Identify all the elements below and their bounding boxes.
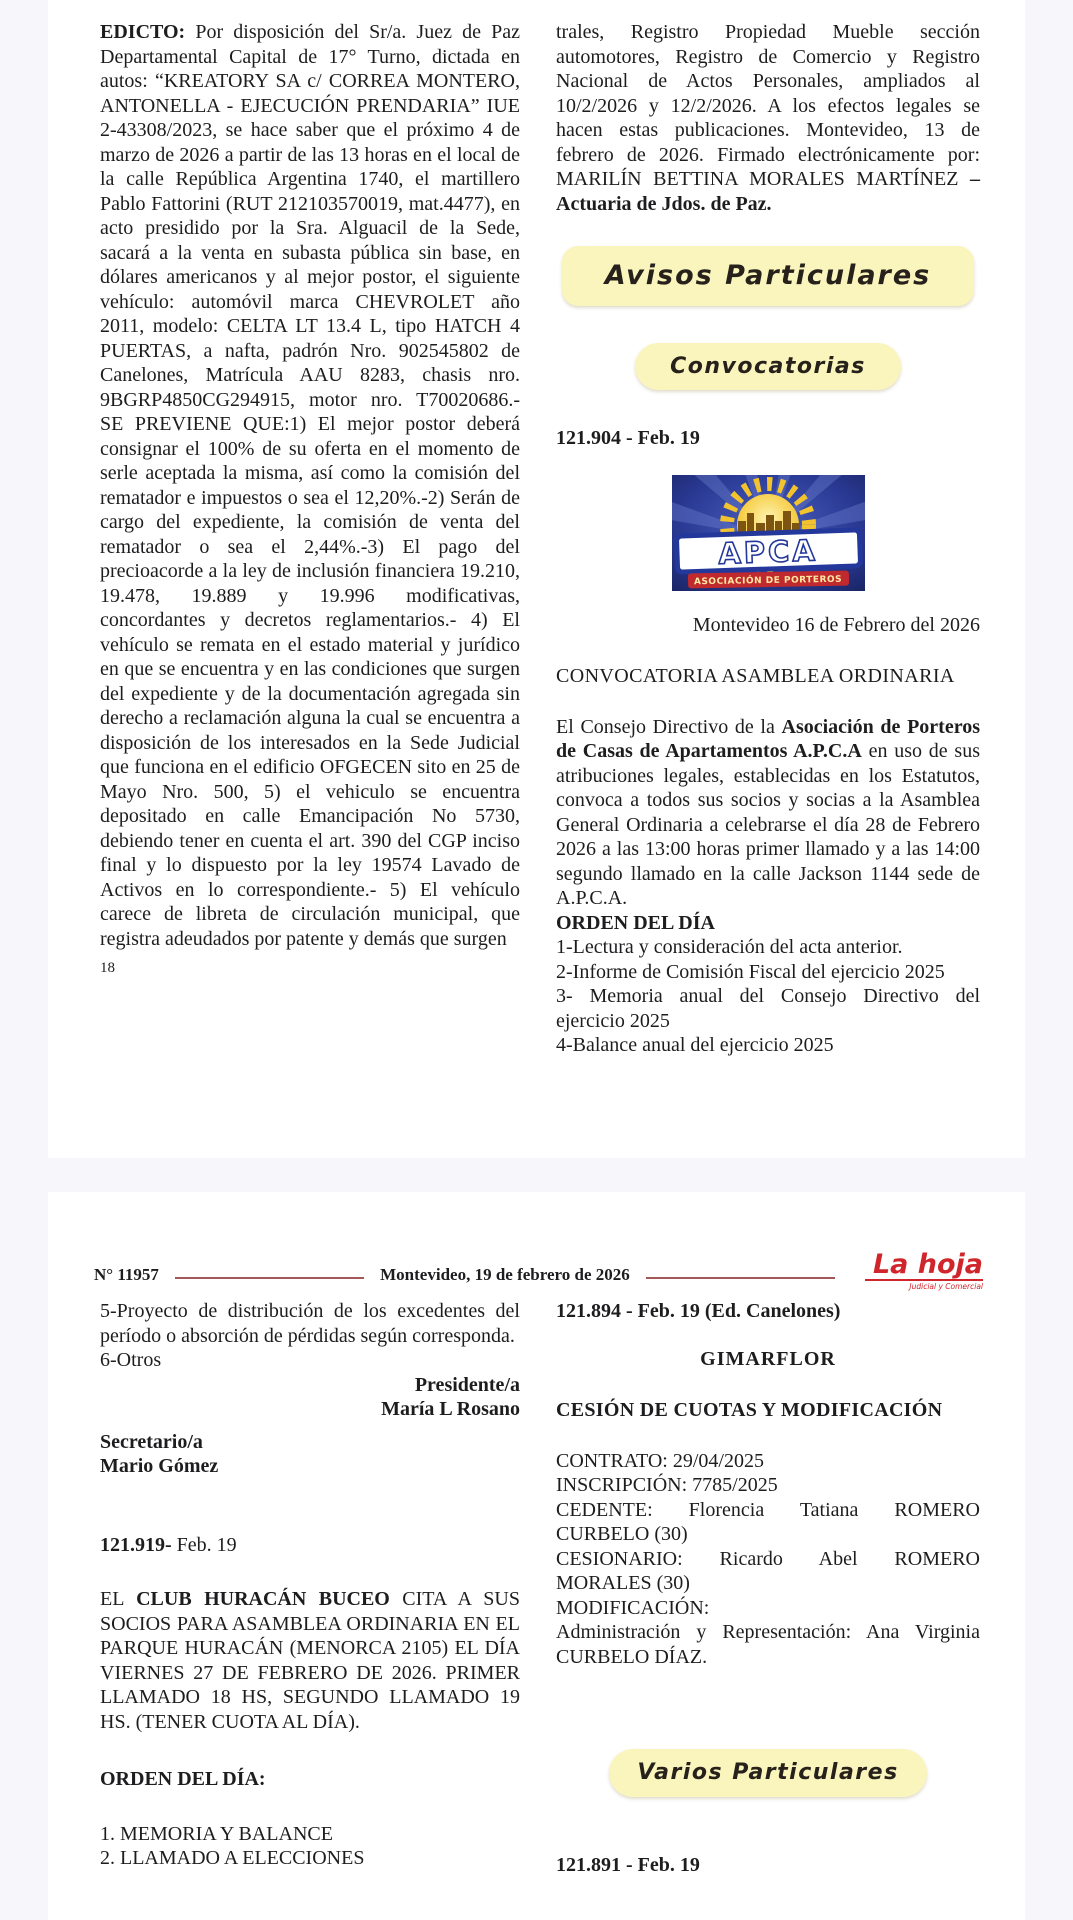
convocatoria-pre: El Consejo Directivo de la bbox=[556, 715, 782, 738]
huracan-club-name: CLUB HURACÁN BUCEO bbox=[136, 1588, 390, 1610]
detail-line: MODIFICACIÓN: bbox=[556, 1596, 710, 1619]
lahoja-logo-text: La hoja bbox=[872, 1249, 984, 1280]
orden-del-dia-heading-2: ORDEN DEL DÍA: bbox=[100, 1768, 266, 1790]
detail-line: CESIONARIO: Ricardo Abel ROMERO MORALES (30) bbox=[556, 1547, 980, 1594]
convocatoria-paragraph bbox=[556, 715, 980, 911]
notice-ref-121891: 121.891 - Feb. 19 bbox=[556, 1854, 700, 1876]
huracan-paragraph bbox=[100, 1587, 520, 1734]
notice-ref-121894: 121.894 - Feb. 19 (Ed. Canelones) bbox=[556, 1300, 841, 1322]
detail-line: Administración y Representación: Ana Virginia CURBELO DÍAZ. bbox=[556, 1621, 980, 1668]
page-number: 18 bbox=[100, 960, 115, 976]
orden-item-6: 6-Otros bbox=[100, 1349, 162, 1371]
president-signature-block bbox=[100, 1373, 520, 1422]
president-role: Presidente/a bbox=[414, 1373, 520, 1396]
masthead-rule-left bbox=[175, 1277, 364, 1279]
page1-left-column bbox=[100, 20, 520, 1058]
section-badge-avisos-particulares: Avisos Particulares bbox=[562, 246, 974, 306]
notice-ref-121919-number: 121.919- bbox=[100, 1533, 172, 1556]
detail-line: CEDENTE: Florencia Tatiana ROMERO CURBELO (30) bbox=[556, 1498, 980, 1545]
detail-line: CONTRATO: 29/04/2025 bbox=[556, 1449, 764, 1472]
apca-banner bbox=[676, 529, 860, 571]
page1-columns bbox=[48, 20, 1025, 1058]
continuation-signature: – Actuaria de Jdos. de Paz. bbox=[556, 168, 980, 215]
huracan-pre: EL bbox=[100, 1588, 137, 1610]
apca-logo-image bbox=[672, 475, 865, 591]
notice-ref-121919 bbox=[100, 1533, 520, 1558]
issue-number: N° 11957 bbox=[94, 1265, 159, 1284]
apca-logo-svg bbox=[672, 475, 865, 591]
convocatoria-title: CONVOCATORIA ASAMBLEA ORDINARIA bbox=[556, 665, 955, 687]
masthead-dateline: Montevideo, 19 de febrero de 2026 bbox=[380, 1265, 630, 1284]
edicto-body: Por disposición del Sr/a. Juez de Paz Departamental Capital de 17° Turno, dictada en autos: “KREATORY SA c/ CORREA MONTERO, ANTONELLA - EJECUCIÓN PRENDARIA” IUE 2-43308/2023, se hace saber que el próximo 4 de marzo de 2026 a partir de las 13 horas en el local de la calle República Argentina 1740, el martillero Pablo Fattorini (RUT 212103570019, mat.4477), en acto presidido por la Sra. Alguacil de la Sede, sacará a la venta en subasta pública sin base, en dólares americanos y al mejor postor, el siguiente vehículo: automóvil marca CHEVROLET año 2011, modelo: CELTA LT 13.4 L, tipo HATCH 4 PUERTAS, a nafta, padrón Nro. 902545802 de Canelones, Matrícula AAU 8283, chasis nro. 9BGRP4850CG294915, motor nro. T70020686.- SE PREVIENE QUE:1) El mejor postor deberá consignar el 100% de su oferta en el momento de serle aceptada la misma, así como la comisión del rematador e impuestos o sea el 12,20%.-2) Serán de cargo del expediente, la comisión de venta del rematador o sea el 2,44%.-3) El pago del precioacorde a la ley de inclusión financiera 19.210, 19.478, 19.889 y 19.996 modificativas, concordantes y decretos reglamentarios.- 4) El vehículo se remata en el estado material y jurídico en que se encuentra y en las condiciones que surgen del expediente y de la documentación agregada sin derecho a reclamación alguna la cual se encuentra a disposición de los interesados en la Sede Judicial que funciona en el edificio OFGECEN sito en 25 de Mayo Nro. 500, 5) el vehiculo se encuentra depositado en calle Emancipación No 5730, debiendo tener en cuenta el art. 390 del CGP inciso final y lo dispuesto por la ley 19574 Lavado de Activos en lo correspondiente.- 5) El vehículo carece de libreta de circulación municipal, que registra adeudados por patente y demás que surgen bbox=[100, 21, 520, 950]
convocatoria-post: en uso de sus atribuciones legales, establecidas en los Estatutos, convoca a todos sus socios y socias a la Asamblea General Ordinaria a celebrarse el día 28 de Febrero 2026 a las 13:00 horas primer llamado y a las 14:00 segundo llamado en la calle Jackson 1144 sede de A.P.C.A. bbox=[556, 740, 980, 909]
masthead-rule-right bbox=[646, 1277, 835, 1279]
gazette-page-1 bbox=[48, 0, 1025, 1158]
section-badge-convocatorias: Convocatorias bbox=[635, 343, 901, 390]
page2-columns bbox=[48, 1299, 1025, 1878]
page2-left-column bbox=[100, 1299, 520, 1878]
orden-item: 1-Lectura y consideración del acta anterior. bbox=[556, 936, 903, 958]
apca-tagline-text: ASOCIACIÓN DE PORTEROS bbox=[693, 574, 842, 587]
orden-del-dia-heading: ORDEN DEL DÍA bbox=[556, 911, 715, 934]
continuation-text: trales, Registro Propiedad Mueble sección automotores, Registro de Comercio y Registro Nacional de Actos Personales, ampliados al 10/2/2026 y 12/2/2026. A los efectos legales se hacen estas publicaciones. Montevideo, 13 de febrero de 2026. Firmado electrónicamente por: MARILÍN BETTINA MORALES MARTÍNEZ bbox=[556, 21, 980, 190]
secretary-name: Mario Gómez bbox=[100, 1455, 219, 1477]
cesion-details bbox=[556, 1449, 980, 1670]
edicto-continuation-paragraph bbox=[556, 20, 980, 216]
orden-item: 2-Informe de Comisión Fiscal del ejercicio 2025 bbox=[556, 960, 945, 983]
detail-line: INSCRIPCIÓN: 7785/2025 bbox=[556, 1474, 778, 1496]
notice-ref-121904: 121.904 - Feb. 19 bbox=[556, 427, 700, 449]
huracan-post: CITA A SUS SOCIOS PARA ASAMBLEA ORDINARIA EN EL PARQUE HURACÁN (MENORCA 2105) EL DÍA VIERNES 27 DE FEBRERO DE 2026. PRIMER LLAMADO 18 HS, SEGUNDO LLAMADO 19 HS. (TENER CUOTA AL DÍA). bbox=[100, 1588, 520, 1733]
orden-item: 1. MEMORIA Y BALANCE bbox=[100, 1822, 333, 1845]
cesion-title: CESIÓN DE CUOTAS Y MODIFICACIÓN bbox=[556, 1399, 943, 1421]
edicto-lead: EDICTO: bbox=[100, 21, 186, 43]
page1-right-column bbox=[556, 20, 980, 1058]
lahoja-logo bbox=[865, 1249, 984, 1291]
apca-ribbon bbox=[687, 570, 848, 588]
secretary-signature-block bbox=[100, 1430, 520, 1479]
apca-acronym-text: APCA bbox=[717, 532, 818, 571]
page2-right-column bbox=[556, 1299, 980, 1878]
secretary-role: Secretario/a bbox=[100, 1430, 203, 1453]
orden-item: 2. LLAMADO A ELECCIONES bbox=[100, 1847, 365, 1869]
lahoja-logo-subtext: Judicial y Comercial bbox=[865, 1279, 983, 1291]
orden-items-2 bbox=[100, 1822, 520, 1871]
convocatoria-association-name: Asociación de Porteros de Casas de Apartamentos A.P.C.A bbox=[556, 715, 980, 762]
company-name: GIMARFLOR bbox=[700, 1347, 836, 1370]
orden-item: 3- Memoria anual del Consejo Directivo del ejercicio 2025 bbox=[556, 985, 980, 1032]
president-name: María L Rosano bbox=[381, 1398, 520, 1420]
orden-item-5: 5-Proyecto de distribución de los excedentes del período o absorción de pérdidas según corresponda. bbox=[100, 1300, 520, 1347]
page2-masthead bbox=[48, 1192, 1025, 1291]
notice-ref-121919-date: Feb. 19 bbox=[171, 1533, 237, 1556]
convocatoria-dateline: Montevideo 16 de Febrero del 2026 bbox=[692, 613, 980, 636]
gazette-page-2 bbox=[48, 1192, 1025, 1920]
edicto-paragraph bbox=[100, 20, 520, 951]
section-badge-varios-particulares: Varios Particulares bbox=[609, 1749, 927, 1797]
orden-item: 4-Balance anual del ejercicio 2025 bbox=[556, 1034, 834, 1056]
